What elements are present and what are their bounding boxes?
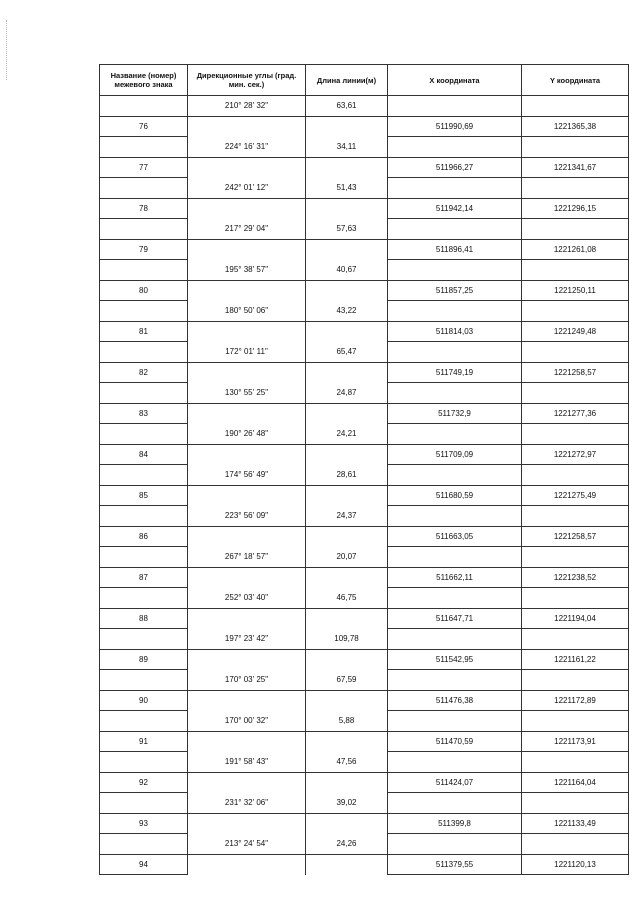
cell-angle (188, 157, 306, 178)
cell-x: 511662,11 (388, 567, 522, 588)
cell-y: 1221133,49 (522, 813, 629, 834)
cell-name (100, 670, 188, 691)
cell-y (522, 424, 629, 445)
cell-x (388, 260, 522, 281)
cell-name (100, 506, 188, 527)
cell-name: 78 (100, 198, 188, 219)
cell-length (306, 362, 388, 383)
cell-y (522, 752, 629, 773)
cell-length: 20,07 (306, 547, 388, 568)
cell-length: 24,37 (306, 506, 388, 527)
header-x: X координата (388, 65, 522, 96)
cell-angle: 231° 32' 06" (188, 793, 306, 814)
cell-length (306, 567, 388, 588)
table-row-point (100, 608, 629, 629)
cell-x: 511379,55 (388, 854, 522, 875)
cell-x: 511647,71 (388, 608, 522, 629)
cell-length: 40,67 (306, 260, 388, 281)
cell-name (100, 424, 188, 445)
cell-x: 511942,14 (388, 198, 522, 219)
cell-length: 46,75 (306, 588, 388, 609)
cell-angle: 170° 00' 32" (188, 711, 306, 732)
cell-angle (188, 444, 306, 465)
cell-x: 511896,41 (388, 239, 522, 260)
cell-y: 1221341,67 (522, 157, 629, 178)
cell-y (522, 670, 629, 691)
cell-y: 1221172,89 (522, 690, 629, 711)
cell-angle (188, 321, 306, 342)
cell-y (522, 178, 629, 199)
table-row-segment (100, 424, 629, 445)
table-row-point (100, 813, 629, 834)
cell-angle: 210° 28' 32" (188, 96, 306, 117)
cell-x: 511663,05 (388, 526, 522, 547)
cell-angle: 224° 16' 31" (188, 137, 306, 158)
cell-name (100, 711, 188, 732)
table-row-point (100, 567, 629, 588)
cell-x: 511680,59 (388, 485, 522, 506)
cell-angle: 223° 56' 09" (188, 506, 306, 527)
cell-y: 1221275,49 (522, 485, 629, 506)
cell-x (388, 96, 522, 117)
cell-length: 24,26 (306, 834, 388, 855)
cell-angle: 252° 03' 40" (188, 588, 306, 609)
cell-name: 86 (100, 526, 188, 547)
cell-x: 511424,07 (388, 772, 522, 793)
cell-length: 24,87 (306, 383, 388, 404)
cell-length: 43,22 (306, 301, 388, 322)
cell-x: 511470,59 (388, 731, 522, 752)
cell-y (522, 588, 629, 609)
cell-angle: 180° 50' 06" (188, 301, 306, 322)
cell-name: 77 (100, 157, 188, 178)
cell-x (388, 219, 522, 240)
cell-name: 85 (100, 485, 188, 506)
table-header-row (100, 65, 629, 96)
table-row-segment (100, 752, 629, 773)
header-name: Название (номер) межевого знака (100, 65, 188, 96)
cell-angle (188, 772, 306, 793)
cell-angle (188, 690, 306, 711)
cell-y: 1221164,04 (522, 772, 629, 793)
table-row-segment (100, 260, 629, 281)
cell-name: 76 (100, 116, 188, 137)
cell-angle (188, 116, 306, 137)
cell-length: 24,21 (306, 424, 388, 445)
cell-angle (188, 854, 306, 875)
cell-y: 1221296,15 (522, 198, 629, 219)
cell-y: 1221238,52 (522, 567, 629, 588)
cell-y: 1221173,91 (522, 731, 629, 752)
cell-y (522, 547, 629, 568)
cell-x (388, 793, 522, 814)
table-row-segment (100, 137, 629, 158)
cell-angle (188, 403, 306, 424)
cell-x: 511399,8 (388, 813, 522, 834)
cell-length: 39,02 (306, 793, 388, 814)
cell-name: 79 (100, 239, 188, 260)
cell-length: 67,59 (306, 670, 388, 691)
cell-x (388, 342, 522, 363)
cell-length: 47,56 (306, 752, 388, 773)
table-row-point (100, 649, 629, 670)
cell-name (100, 383, 188, 404)
cell-x: 511990,69 (388, 116, 522, 137)
table-row-point (100, 116, 629, 137)
cell-name (100, 465, 188, 486)
cell-length: 51,43 (306, 178, 388, 199)
cell-length (306, 690, 388, 711)
cell-name (100, 260, 188, 281)
cell-length (306, 157, 388, 178)
cell-y (522, 137, 629, 158)
table-body (100, 96, 629, 875)
cell-name: 83 (100, 403, 188, 424)
table-row-segment (100, 547, 629, 568)
cell-y (522, 383, 629, 404)
cell-length (306, 444, 388, 465)
cell-name (100, 752, 188, 773)
cell-length (306, 485, 388, 506)
cell-name: 91 (100, 731, 188, 752)
cell-y: 1221120,13 (522, 854, 629, 875)
cell-y (522, 465, 629, 486)
cell-length (306, 772, 388, 793)
table-row-point (100, 854, 629, 875)
cell-x (388, 629, 522, 650)
cell-name: 92 (100, 772, 188, 793)
cell-length (306, 731, 388, 752)
cell-y (522, 711, 629, 732)
cell-length (306, 649, 388, 670)
cell-x (388, 588, 522, 609)
cell-angle: 170° 03' 25" (188, 670, 306, 691)
table-row-point (100, 321, 629, 342)
cell-name (100, 547, 188, 568)
table-row-segment (100, 342, 629, 363)
cell-name (100, 793, 188, 814)
cell-angle: 174° 56' 49" (188, 465, 306, 486)
cell-x (388, 178, 522, 199)
boundary-coordinates-table (99, 64, 629, 875)
cell-y: 1221258,57 (522, 526, 629, 547)
cell-y: 1221161,22 (522, 649, 629, 670)
cell-length (306, 321, 388, 342)
cell-name: 88 (100, 608, 188, 629)
table-row-segment (100, 465, 629, 486)
cell-angle (188, 198, 306, 219)
cell-y (522, 834, 629, 855)
cell-name: 94 (100, 854, 188, 875)
cell-x: 511966,27 (388, 157, 522, 178)
table-row-point (100, 198, 629, 219)
cell-length: 5,88 (306, 711, 388, 732)
cell-length (306, 526, 388, 547)
cell-y (522, 260, 629, 281)
table-row-segment (100, 506, 629, 527)
table-row-segment (100, 588, 629, 609)
cell-angle: 213° 24' 54" (188, 834, 306, 855)
cell-length: 109,78 (306, 629, 388, 650)
table-row-point (100, 239, 629, 260)
header-angle: Дирекционные углы (град. мин. сек.) (188, 65, 306, 96)
cell-y (522, 342, 629, 363)
cell-x (388, 834, 522, 855)
cell-name: 93 (100, 813, 188, 834)
cell-name: 90 (100, 690, 188, 711)
cell-angle: 242° 01' 12" (188, 178, 306, 199)
cell-y: 1221249,48 (522, 321, 629, 342)
cell-x (388, 383, 522, 404)
cell-name: 80 (100, 280, 188, 301)
cell-y (522, 301, 629, 322)
table-row-point (100, 157, 629, 178)
cell-length (306, 239, 388, 260)
cell-length (306, 198, 388, 219)
cell-angle (188, 526, 306, 547)
cell-length: 34,11 (306, 137, 388, 158)
table-row-point (100, 772, 629, 793)
table-row-point (100, 362, 629, 383)
cell-y: 1221250,11 (522, 280, 629, 301)
cell-name: 89 (100, 649, 188, 670)
table-row-segment (100, 219, 629, 240)
table-row-point (100, 690, 629, 711)
scan-margin-mark (6, 20, 11, 80)
cell-name (100, 588, 188, 609)
cell-angle (188, 239, 306, 260)
cell-name (100, 137, 188, 158)
cell-x: 511857,25 (388, 280, 522, 301)
cell-length (306, 280, 388, 301)
cell-angle (188, 280, 306, 301)
table-row-segment (100, 301, 629, 322)
cell-x (388, 465, 522, 486)
cell-x: 511709,09 (388, 444, 522, 465)
cell-angle: 130° 55' 25" (188, 383, 306, 404)
cell-x (388, 506, 522, 527)
cell-name: 84 (100, 444, 188, 465)
cell-angle (188, 485, 306, 506)
cell-name (100, 342, 188, 363)
cell-angle: 217° 29' 04" (188, 219, 306, 240)
table-row-segment (100, 793, 629, 814)
cell-angle: 267° 18' 57" (188, 547, 306, 568)
cell-angle (188, 731, 306, 752)
table-row-segment (100, 383, 629, 404)
cell-name (100, 96, 188, 117)
table-row-segment (100, 629, 629, 650)
cell-y: 1221277,36 (522, 403, 629, 424)
cell-y: 1221194,04 (522, 608, 629, 629)
cell-angle (188, 649, 306, 670)
cell-x: 511542,95 (388, 649, 522, 670)
cell-name: 87 (100, 567, 188, 588)
cell-name: 81 (100, 321, 188, 342)
cell-y (522, 506, 629, 527)
cell-angle: 190° 26' 48" (188, 424, 306, 445)
cell-length (306, 608, 388, 629)
cell-x: 511749,19 (388, 362, 522, 383)
cell-y: 1221365,38 (522, 116, 629, 137)
cell-x: 511814,03 (388, 321, 522, 342)
cell-length (306, 854, 388, 875)
cell-angle: 195° 38' 57" (188, 260, 306, 281)
cell-x (388, 137, 522, 158)
header-length: Длина линии(м) (306, 65, 388, 96)
table-row-point (100, 731, 629, 752)
cell-name (100, 834, 188, 855)
cell-y (522, 629, 629, 650)
table-row-segment (100, 670, 629, 691)
cell-y: 1221258,57 (522, 362, 629, 383)
cell-y: 1221272,97 (522, 444, 629, 465)
cell-length (306, 116, 388, 137)
cell-x (388, 752, 522, 773)
cell-y (522, 219, 629, 240)
cell-x (388, 301, 522, 322)
table-row-point (100, 485, 629, 506)
cell-name: 82 (100, 362, 188, 383)
cell-angle: 197° 23' 42" (188, 629, 306, 650)
table-row-point (100, 280, 629, 301)
cell-angle: 172° 01' 11" (188, 342, 306, 363)
cell-name (100, 219, 188, 240)
cell-angle (188, 567, 306, 588)
cell-angle (188, 608, 306, 629)
table-row-segment (100, 96, 629, 117)
header-y: Y координата (522, 65, 629, 96)
table-row-point (100, 403, 629, 424)
cell-name (100, 178, 188, 199)
cell-length: 63,61 (306, 96, 388, 117)
cell-angle: 191° 58' 43" (188, 752, 306, 773)
table-row-segment (100, 178, 629, 199)
cell-x: 511476,38 (388, 690, 522, 711)
cell-x (388, 424, 522, 445)
cell-name (100, 301, 188, 322)
table-row-point (100, 444, 629, 465)
cell-length: 65,47 (306, 342, 388, 363)
table-row-segment (100, 834, 629, 855)
cell-x (388, 670, 522, 691)
table-row-point (100, 526, 629, 547)
cell-x (388, 711, 522, 732)
table-row-segment (100, 711, 629, 732)
cell-length: 57,63 (306, 219, 388, 240)
cell-angle (188, 362, 306, 383)
cell-angle (188, 813, 306, 834)
cell-length (306, 813, 388, 834)
cell-x: 511732,9 (388, 403, 522, 424)
cell-y (522, 96, 629, 117)
cell-x (388, 547, 522, 568)
cell-length (306, 403, 388, 424)
cell-length: 28,61 (306, 465, 388, 486)
cell-name (100, 629, 188, 650)
cell-y (522, 793, 629, 814)
cell-y: 1221261,08 (522, 239, 629, 260)
